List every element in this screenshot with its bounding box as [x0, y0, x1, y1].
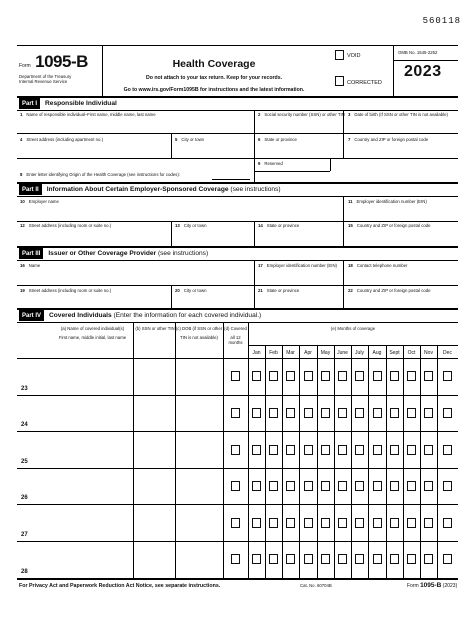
month-checkbox-feb[interactable]: [269, 371, 278, 381]
month-checkbox-june[interactable]: [338, 554, 347, 564]
covered-all-12-months-checkbox[interactable]: [231, 408, 240, 418]
rule: [248, 345, 458, 346]
field-10-num: 10: [20, 199, 25, 204]
field-11-label: Employer identification number (EIN): [356, 199, 427, 204]
rule: [17, 260, 458, 261]
rule: [368, 345, 369, 578]
field-15-num: 15: [348, 223, 353, 228]
part2-title-note: (see instructions): [230, 186, 281, 193]
month-checkbox-nov[interactable]: [424, 371, 433, 381]
field-17-num: 17: [258, 263, 263, 268]
field-16-label: Name: [28, 263, 41, 268]
field-17: [258, 264, 337, 269]
document-number: 560118: [422, 16, 461, 26]
field-21: [258, 289, 299, 294]
month-checkbox-nov[interactable]: [424, 445, 433, 455]
month-checkbox-aug[interactable]: [373, 518, 382, 528]
month-apr: Apr: [304, 350, 312, 356]
rule: [223, 322, 224, 578]
field-6-label: State or province: [264, 137, 297, 142]
month-checkbox-june[interactable]: [338, 408, 347, 418]
covered-row-number: 27: [21, 532, 28, 538]
month-checkbox-june[interactable]: [338, 371, 347, 381]
month-checkbox-may[interactable]: [321, 518, 330, 528]
field-3-label: Date of birth (If SSN or other TIN is not available): [354, 112, 448, 117]
month-checkbox-apr[interactable]: [304, 554, 313, 564]
month-checkbox-july[interactable]: [355, 481, 364, 491]
month-nov: Nov: [424, 350, 433, 356]
rule: [17, 322, 458, 323]
part1-label: Part I: [19, 98, 40, 109]
month-checkbox-june[interactable]: [338, 445, 347, 455]
month-oct: Oct: [407, 350, 416, 356]
covered-all-12-months-checkbox[interactable]: [231, 554, 240, 564]
rule: [386, 345, 387, 578]
department-line-2: Internal Revenue Service: [19, 78, 68, 84]
field-16-num: 16: [20, 263, 25, 268]
part3-title-wrap: [48, 250, 208, 257]
month-checkbox-mar[interactable]: [286, 445, 295, 455]
month-checkbox-may[interactable]: [321, 554, 330, 564]
header-divider-right: [393, 45, 394, 96]
rule: [351, 345, 352, 578]
covered-all-12-months-checkbox[interactable]: [231, 445, 240, 455]
field-14: [258, 224, 299, 229]
field-20-label: City or town: [183, 288, 207, 293]
footer-form-id: [407, 582, 457, 589]
rule: [403, 345, 404, 578]
part2-header: [19, 184, 281, 195]
field-19: [20, 289, 111, 294]
rule: [17, 110, 458, 111]
month-checkbox-jan[interactable]: [252, 371, 261, 381]
field-11: [348, 200, 427, 205]
col-e-header: (e) Months of coverage: [330, 326, 376, 331]
corrected-label: CORRECTED: [347, 80, 382, 86]
field-17-label: Employer identification number (EIN): [266, 263, 337, 268]
field-5-num: 5: [175, 137, 178, 142]
part3-label: Part III: [19, 248, 43, 259]
row-divider: [17, 468, 458, 469]
footer-cat-number: Cat. No. 60704B: [300, 583, 332, 588]
month-checkbox-june[interactable]: [338, 481, 347, 491]
field-3-num: 3: [348, 112, 351, 117]
month-checkbox-jan[interactable]: [252, 518, 261, 528]
rule: [343, 221, 344, 246]
header-top-rule: [17, 45, 458, 46]
month-checkbox-oct[interactable]: [407, 481, 416, 491]
month-checkbox-mar[interactable]: [286, 518, 295, 528]
rule: [420, 345, 421, 578]
field-12-num: 12: [20, 223, 25, 228]
form-word: Form: [19, 63, 31, 69]
field-12-label: Street address (including room or suite no.): [28, 223, 112, 228]
month-checkbox-apr[interactable]: [304, 371, 313, 381]
omb-number: OMB No. 1545-2252: [398, 50, 438, 55]
void-label: VOID: [347, 53, 361, 59]
month-checkbox-oct[interactable]: [407, 445, 416, 455]
month-checkbox-jan[interactable]: [252, 408, 261, 418]
month-checkbox-sept[interactable]: [390, 554, 399, 564]
part3-header: [19, 248, 208, 259]
field-18-label: Contact telephone number: [356, 263, 408, 268]
rule: [171, 221, 172, 246]
rule: [343, 260, 344, 285]
rule: [437, 345, 438, 578]
month-checkbox-apr[interactable]: [304, 481, 313, 491]
month-mar: Mar: [286, 350, 295, 356]
col-a-line-2: First name, middle initial, last name: [58, 334, 127, 340]
month-checkbox-may[interactable]: [321, 481, 330, 491]
rule: [171, 285, 172, 308]
part1-title: Responsible Individual: [45, 100, 117, 107]
field-7-num: 7: [348, 137, 351, 142]
month-checkbox-oct[interactable]: [407, 518, 416, 528]
omb-rule: [393, 60, 458, 61]
field-8-label: Enter letter identifying Origin of the Health Coverage (see instructions for codes):: [26, 172, 180, 177]
part4-title: Covered Individuals: [49, 312, 112, 319]
footer-form-number: 1095-B: [420, 582, 442, 589]
part2-title: Information About Certain Employer-Sponsored Coverage: [46, 186, 229, 193]
month-checkbox-dec[interactable]: [443, 481, 452, 491]
rule: [343, 196, 344, 221]
month-aug: Aug: [372, 350, 382, 356]
field-2-label: Social security number (SSN) or other TIN: [264, 112, 345, 117]
month-checkbox-jan[interactable]: [252, 554, 261, 564]
covered-all-12-months-checkbox[interactable]: [231, 481, 240, 491]
rule: [343, 110, 344, 133]
tax-year: 2023: [404, 63, 442, 80]
rule: [254, 285, 255, 308]
field-9: [258, 162, 283, 167]
field-15: [348, 224, 431, 229]
footer-form-word: Form: [407, 583, 419, 589]
rule: [171, 133, 172, 158]
month-checkbox-sept[interactable]: [390, 481, 399, 491]
header-instruction-2: Go to www.irs.gov/Form1095B for instructions and the latest information.: [123, 87, 305, 93]
rule: [17, 285, 458, 286]
month-checkbox-oct[interactable]: [407, 408, 416, 418]
field-15-label: Country and ZIP or foreign postal code: [356, 223, 431, 228]
month-checkbox-oct[interactable]: [407, 554, 416, 564]
rule: [334, 345, 335, 578]
covered-all-12-months-checkbox[interactable]: [231, 371, 240, 381]
month-checkbox-mar[interactable]: [286, 554, 295, 564]
field-21-label: State or province: [266, 288, 300, 293]
rule: [254, 110, 255, 133]
field-7: [348, 138, 428, 143]
form-number: 1095-B: [35, 52, 88, 71]
month-checkbox-sept[interactable]: [390, 518, 399, 528]
month-checkbox-feb[interactable]: [269, 445, 278, 455]
field-14-label: State or province: [266, 223, 300, 228]
department-name: [19, 75, 71, 85]
month-checkbox-nov[interactable]: [424, 554, 433, 564]
field-7-label: Country and ZIP or foreign postal code: [354, 137, 429, 142]
field-22: [348, 289, 431, 294]
rule: [254, 260, 255, 285]
field-4: [20, 138, 103, 143]
part1-header: [19, 98, 117, 109]
department-line-1: Department of the Treasury: [19, 74, 72, 79]
rule: [133, 322, 134, 578]
month-checkbox-dec[interactable]: [443, 518, 452, 528]
field-4-num: 4: [20, 137, 23, 142]
rule: [317, 345, 318, 578]
covered-row-number: 25: [21, 458, 28, 465]
rule: [175, 322, 176, 578]
month-june: June: [337, 350, 348, 356]
part3-title: Issuer or Other Coverage Provider: [48, 250, 157, 257]
col-c-line-1: (c) DOB (if SSN or other: [175, 326, 223, 331]
field-11-num: 11: [348, 199, 353, 204]
month-checkbox-dec[interactable]: [443, 445, 452, 455]
col-d-line-1: (d) Covered: [224, 326, 247, 331]
month-checkbox-nov[interactable]: [424, 481, 433, 491]
origin-code-line: [212, 179, 250, 180]
form-title: Health Coverage: [172, 58, 256, 70]
month-checkbox-mar[interactable]: [286, 481, 295, 491]
field-22-num: 22: [348, 288, 353, 293]
part2-label: Part II: [19, 184, 42, 195]
month-feb: Feb: [269, 350, 278, 356]
month-jan: Jan: [252, 350, 261, 356]
field-1: [20, 113, 156, 118]
rule: [265, 345, 266, 578]
part4-title-wrap: [49, 312, 261, 319]
field-6-num: 6: [258, 137, 261, 142]
rule: [254, 133, 255, 158]
field-19-label: Street address (including room or suite no.): [28, 288, 112, 293]
month-checkbox-may[interactable]: [321, 408, 330, 418]
field-14-num: 14: [258, 223, 263, 228]
part4-title-note: (Enter the information for each covered individual.): [113, 312, 262, 319]
covered-row-number: 23: [21, 385, 28, 392]
month-checkbox-aug[interactable]: [373, 554, 382, 564]
field-8-num: 8: [20, 172, 23, 177]
month-checkbox-aug[interactable]: [373, 408, 382, 418]
rule: [299, 345, 300, 578]
month-checkbox-dec[interactable]: [443, 371, 452, 381]
month-checkbox-sept[interactable]: [390, 445, 399, 455]
row-divider: [17, 395, 458, 396]
field-12: [20, 224, 111, 229]
field-10: [20, 200, 59, 205]
month-checkbox-apr[interactable]: [304, 518, 313, 528]
rule: [343, 285, 344, 308]
part4-label: Part IV: [19, 310, 44, 321]
rule: [17, 158, 458, 159]
col-c-header: [173, 327, 225, 341]
field-16: [20, 264, 40, 269]
month-checkbox-aug[interactable]: [373, 371, 382, 381]
row-divider: [17, 504, 458, 505]
field-13-num: 13: [175, 223, 180, 228]
rule: [343, 133, 344, 158]
month-may: May: [320, 350, 331, 356]
month-checkbox-jan[interactable]: [252, 481, 261, 491]
field-22-label: Country and ZIP or foreign postal code: [356, 288, 431, 293]
field-2-num: 2: [258, 112, 261, 117]
month-checkbox-mar[interactable]: [286, 371, 295, 381]
month-checkbox-aug[interactable]: [373, 481, 382, 491]
corrected-checkbox[interactable]: [335, 76, 344, 86]
month-checkbox-feb[interactable]: [269, 518, 278, 528]
col-d-header: [223, 327, 248, 346]
form-number-block: [19, 52, 88, 72]
footer-form-year: (2023): [442, 583, 458, 589]
month-checkbox-jan[interactable]: [252, 445, 261, 455]
rule: [254, 221, 255, 246]
field-8: [20, 173, 180, 178]
month-checkbox-july[interactable]: [355, 518, 364, 528]
field-1-num: 1: [20, 112, 23, 117]
field-1-label: Name of responsible individual–First name, middle name, last name: [26, 112, 156, 117]
month-checkbox-may[interactable]: [321, 445, 330, 455]
part2-title-wrap: [47, 186, 281, 193]
month-checkbox-nov[interactable]: [424, 408, 433, 418]
month-checkbox-mar[interactable]: [286, 408, 295, 418]
month-checkbox-aug[interactable]: [373, 445, 382, 455]
month-checkbox-may[interactable]: [321, 371, 330, 381]
field-21-num: 21: [258, 288, 263, 293]
month-checkbox-july[interactable]: [355, 408, 364, 418]
month-checkbox-apr[interactable]: [304, 408, 313, 418]
month-checkbox-nov[interactable]: [424, 518, 433, 528]
row-divider: [17, 541, 458, 542]
field-20: [175, 289, 206, 294]
month-dec: Dec: [443, 350, 452, 356]
part4-header: [19, 310, 261, 321]
field-3: [348, 113, 448, 118]
month-checkbox-dec[interactable]: [443, 408, 452, 418]
rule: [254, 171, 330, 172]
void-checkbox[interactable]: [335, 50, 344, 60]
field-9-num: 9: [258, 161, 261, 166]
rule: [254, 158, 255, 182]
covered-row-number: 28: [21, 568, 28, 575]
month-checkbox-july[interactable]: [355, 371, 364, 381]
month-checkbox-feb[interactable]: [269, 554, 278, 564]
month-checkbox-sept[interactable]: [390, 408, 399, 418]
field-9-label: Reserved: [264, 161, 283, 166]
rule: [330, 158, 331, 171]
col-c-line-2: TIN is not available): [180, 334, 218, 340]
col-b-header: (b) SSN or other TIN: [135, 326, 175, 331]
field-4-label: Street address (including apartment no.): [26, 137, 104, 142]
col-a-line-1: (a) Name of covered individual(s): [60, 326, 125, 331]
field-20-num: 20: [175, 288, 180, 293]
covered-all-12-months-checkbox[interactable]: [231, 518, 240, 528]
field-13: [175, 224, 206, 229]
month-checkbox-feb[interactable]: [269, 408, 278, 418]
rule: [17, 221, 458, 222]
footer-privacy-notice: For Privacy Act and Paperwork Reduction Act Notice, see separate instructions.: [19, 583, 221, 589]
month-checkbox-sept[interactable]: [390, 371, 399, 381]
rule: [17, 133, 458, 134]
field-5: [175, 138, 204, 143]
month-july: July: [355, 350, 364, 356]
month-checkbox-feb[interactable]: [269, 481, 278, 491]
field-5-label: City or town: [181, 137, 205, 142]
rule: [17, 196, 458, 197]
month-checkbox-apr[interactable]: [304, 445, 313, 455]
field-13-label: City or town: [183, 223, 207, 228]
row-divider: [17, 431, 458, 432]
month-checkbox-dec[interactable]: [443, 554, 452, 564]
covered-row-number: 26: [21, 495, 28, 502]
month-checkbox-oct[interactable]: [407, 371, 416, 381]
month-checkbox-july[interactable]: [355, 445, 364, 455]
rule: [282, 345, 283, 578]
covered-row-number: 24: [21, 422, 28, 429]
month-checkbox-june[interactable]: [338, 518, 347, 528]
month-checkbox-july[interactable]: [355, 554, 364, 564]
field-18-num: 18: [348, 263, 353, 268]
rule: [17, 358, 458, 359]
field-18: [348, 264, 407, 269]
field-10-label: Employer name: [28, 199, 59, 204]
part3-title-note: (see instructions): [157, 250, 209, 257]
field-6: [258, 138, 297, 143]
field-19-num: 19: [20, 288, 25, 293]
month-sept: Sept: [389, 350, 400, 356]
field-2: [258, 113, 345, 118]
rule: [17, 578, 458, 580]
rule: [248, 322, 249, 578]
col-d-line-2: all 12 months: [228, 334, 243, 345]
header-instruction-1: Do not attach to your tax return. Keep for your records.: [145, 75, 283, 81]
